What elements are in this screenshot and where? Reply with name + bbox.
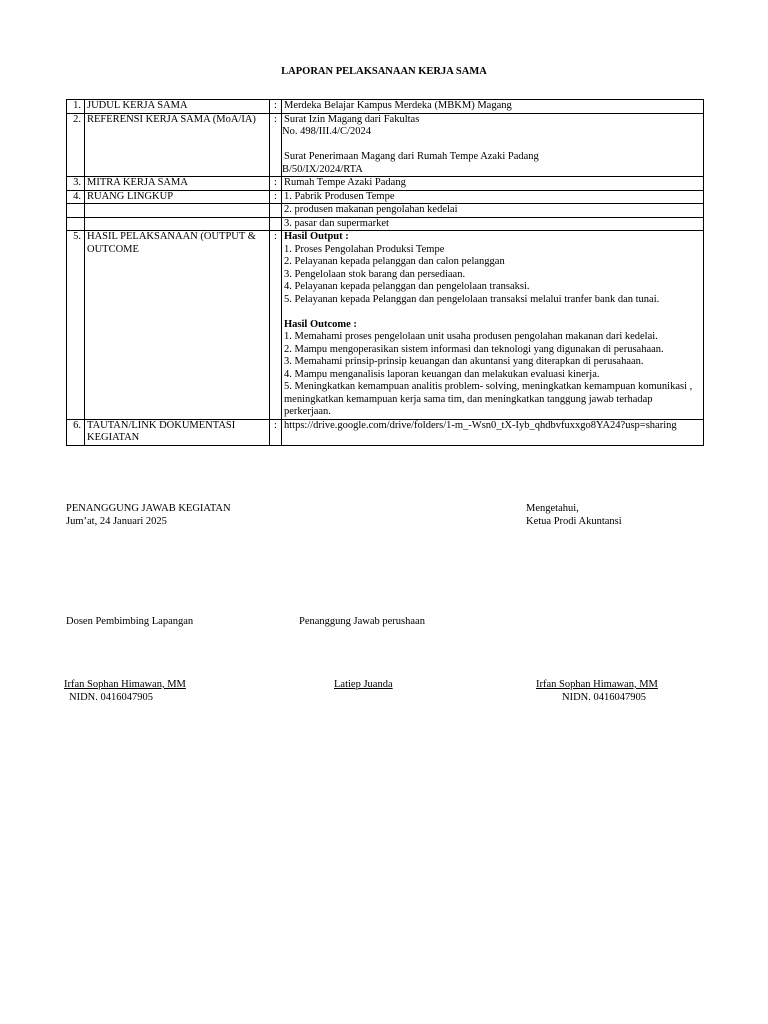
- reference-line: Surat Penerimaan Magang dari Rumah Tempe Azaki Padang: [284, 151, 539, 162]
- documentation-link[interactable]: [282, 419, 704, 445]
- row-number: 6.: [67, 419, 85, 445]
- row-label: HASIL PELAKSANAAN (OUTPUT & OUTCOME: [85, 231, 270, 420]
- outcome-item: 2. Mampu mengoperasikan sistem informasi dan teknologi yang digunakan di perusahaan.: [284, 343, 664, 355]
- output-item: 3. Pengelolaan stok barang dan persediaan.: [284, 268, 466, 280]
- signature-left-heading: PENANGGUNG JAWAB KEGIATAN: [66, 503, 231, 514]
- row-colon: :: [270, 190, 282, 204]
- signature-right-heading: Mengetahui,: [526, 503, 579, 514]
- reference-line: B/50/IX/2024/RTA: [282, 163, 363, 175]
- row-value: Merdeka Belajar Kampus Merdeka (MBKM) Magang: [282, 100, 704, 114]
- row-colon: :: [270, 113, 282, 177]
- signer-name-center: Latiep Juanda: [334, 679, 393, 690]
- outcome-item: 3. Memahami prinsip-prinsip keuangan dan akuntansi yang diterapkan di perusahaan.: [284, 356, 644, 367]
- table-row: [67, 204, 704, 218]
- row-value: [282, 113, 704, 177]
- company-supervisor-label: Penanggung Jawab perushaan: [299, 616, 425, 627]
- table-row: [67, 217, 704, 231]
- row-value: Rumah Tempe Azaki Padang: [282, 177, 704, 191]
- row-label: REFERENSI KERJA SAMA (MoA/IA): [85, 113, 270, 177]
- outcome-item: 5. Meningkatkan kemampuan analitis problem- solving, meningkatkan kemampuan komunikasi , meningkatkan kemampuan kerja sama tim, dan meningkatkan tanggung jawab terhadap perkerjaan.: [284, 381, 693, 417]
- outcome-item: 1. Memahami proses pengelolaan unit usaha produsen pengolahan makanan dari kedelai.: [284, 331, 658, 342]
- row-label: TAUTAN/LINK DOKUMENTASI KEGIATAN: [85, 419, 270, 445]
- row-label: JUDUL KERJA SAMA: [85, 100, 270, 114]
- table-row: [67, 177, 704, 191]
- signature-right-role: Ketua Prodi Akuntansi: [526, 516, 622, 527]
- output-item: 4. Pelayanan kepada pelanggan dan pengelolaan transaksi.: [284, 281, 530, 292]
- scope-item: 3. pasar dan supermarket: [282, 217, 704, 231]
- scope-item: 2. produsen makanan pengolahan kedelai: [282, 204, 704, 218]
- report-title: LAPORAN PELAKSANAAN KERJA SAMA: [281, 66, 487, 77]
- reference-line: Surat Izin Magang dari Fakultas: [284, 113, 420, 125]
- row-label: MITRA KERJA SAMA: [85, 177, 270, 191]
- table-row: [67, 419, 704, 445]
- row-colon: :: [270, 100, 282, 114]
- row-number: 1.: [67, 100, 85, 114]
- signer-name-left: Irfan Sophan Himawan, MM: [64, 679, 186, 690]
- signer-nidn-right: NIDN. 0416047905: [562, 692, 646, 703]
- row-value: [282, 231, 704, 420]
- output-item: 2. Pelayanan kepada pelanggan dan calon pelanggan: [284, 256, 505, 267]
- signer-name-right: Irfan Sophan Himawan, MM: [536, 679, 658, 690]
- signature-date: Jum’at, 24 Januari 2025: [66, 516, 167, 527]
- row-colon: :: [270, 177, 282, 191]
- signer-nidn-left: NIDN. 0416047905: [69, 692, 153, 703]
- outcome-heading: Hasil Outcome :: [284, 318, 357, 330]
- documentation-link-text[interactable]: https://drive.google.com/drive/folders/1-m_-Wsn0_tX-Iyb_qhdbvfuxxgo8YA24?usp=sharing: [284, 419, 677, 431]
- output-item: 5. Pelayanan kepada Pelanggan dan pengelolaan transaksi melalui tranfer bank dan tunai.: [284, 293, 660, 305]
- cooperation-report-table: [66, 99, 704, 446]
- table-row: [67, 113, 704, 177]
- reference-line: No. 498/III.4/C/2024: [282, 126, 371, 137]
- outcome-item: 4. Mampu menganalisis laporan keuangan dan melakukan evaluasi kinerja.: [284, 368, 600, 380]
- table-row: [67, 100, 704, 114]
- row-number: 2.: [67, 113, 85, 177]
- field-supervisor-label: Dosen Pembimbing Lapangan: [66, 616, 194, 627]
- row-number: 4.: [67, 190, 85, 204]
- row-number: 5.: [67, 231, 85, 420]
- row-colon: :: [270, 419, 282, 445]
- scope-item: 1. Pabrik Produsen Tempe: [282, 190, 704, 204]
- table-row: [67, 231, 704, 420]
- output-heading: Hasil Output :: [284, 231, 349, 242]
- row-number: 3.: [67, 177, 85, 191]
- output-item: 1. Proses Pengolahan Produksi Tempe: [284, 243, 445, 255]
- row-label: RUANG LINGKUP: [85, 190, 270, 204]
- row-colon: :: [270, 231, 282, 420]
- table-row: [67, 190, 704, 204]
